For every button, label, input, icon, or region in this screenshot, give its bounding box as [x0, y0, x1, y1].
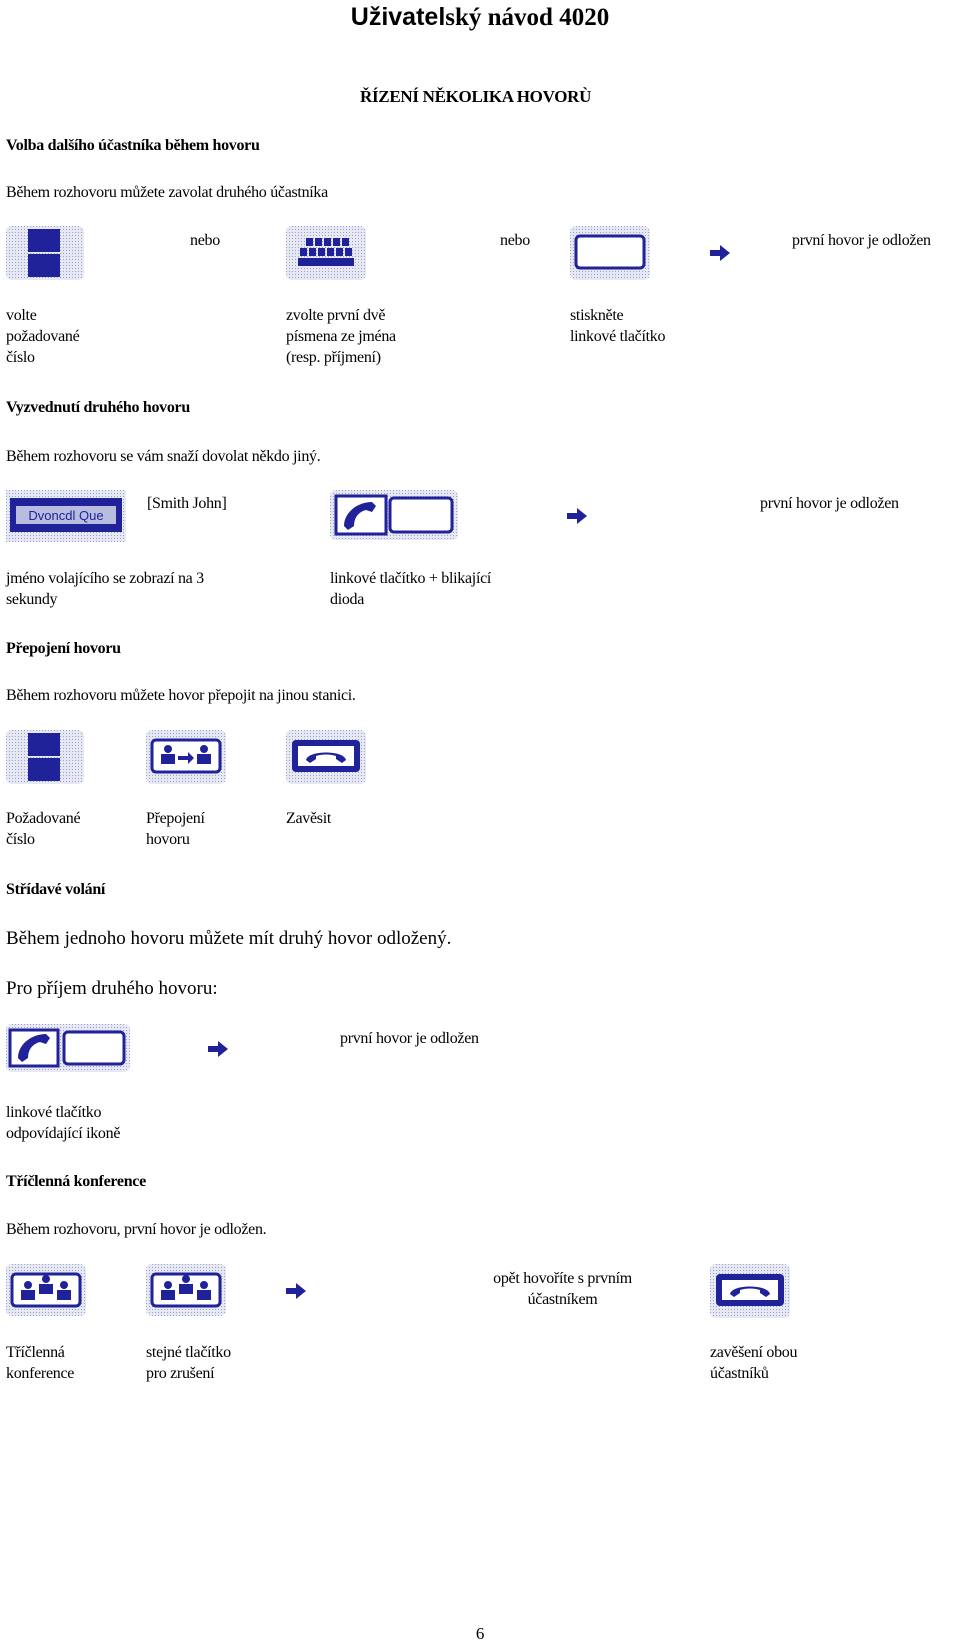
s2-caption-2 [330, 568, 491, 610]
caption-line: požadované [6, 328, 80, 345]
s3-caption-3 [286, 808, 331, 829]
transfer-icon[interactable] [146, 730, 226, 784]
s1-nebo-2: nebo [500, 232, 530, 249]
handset-line-icon[interactable] [330, 490, 458, 540]
hangup-icon[interactable] [286, 730, 366, 784]
arrow-icon [710, 245, 730, 261]
caption-line: stiskněte [570, 307, 624, 324]
caption-line: zavěšení obou [710, 1344, 798, 1361]
result-line: účastníkem [527, 1291, 598, 1308]
arrow-icon [567, 508, 587, 524]
conference-icon[interactable] [146, 1264, 226, 1316]
page-title [0, 2, 960, 33]
caption-line: pro zrušení [146, 1365, 215, 1382]
caption-line: Přepojení [146, 810, 205, 827]
caption-line: odpovídající ikoně [6, 1125, 121, 1142]
display-icon [6, 490, 126, 542]
s5-caption-2 [146, 1342, 231, 1384]
caption-line: Tříčlenná [6, 1344, 65, 1361]
s5-caption-1 [6, 1342, 74, 1384]
caption-line: linkové tlačítko + blikající [330, 570, 492, 587]
caption-line: číslo [6, 349, 35, 366]
caption-line: dioda [330, 591, 365, 608]
caption-line: Zavěsit [286, 810, 331, 827]
caption-line: hovoru [146, 831, 190, 848]
hangup-icon[interactable] [710, 1264, 790, 1318]
caption-line: sekundy [6, 591, 58, 608]
s2-heading: Vyzvednutí druhého hovoru [6, 399, 190, 416]
s1-nebo-1: nebo [190, 232, 220, 249]
page-title-bold: Uživatel [350, 3, 446, 31]
page-number: 6 [475, 1624, 485, 1643]
caption-line: účastníků [710, 1365, 769, 1382]
s4-intro-1: Během jednoho hovoru můžete mít druhý hovor odložený. [6, 928, 452, 949]
s5-intro: Během rozhovoru, první hovor je odložen. [6, 1221, 267, 1238]
result-line: opět hovoříte s prvním [493, 1270, 632, 1287]
s1-heading: Volba dalšího účastníka během hovoru [6, 137, 260, 154]
caption-line: Požadované [6, 810, 81, 827]
s1-caption-1 [6, 305, 79, 368]
arrow-icon [208, 1041, 228, 1057]
section-title: ŘÍZENÍ NĚKOLIKA HOVORÙ [360, 87, 592, 106]
s5-result [470, 1268, 655, 1310]
s2-caller-name: [Smith John] [147, 495, 227, 512]
s4-result: první hovor je odložen [340, 1030, 479, 1047]
s2-result: první hovor je odložen [760, 495, 899, 512]
s5-heading: Tříčlenná konference [6, 1173, 146, 1190]
s3-heading: Přepojení hovoru [6, 640, 121, 657]
s4-caption-1 [6, 1102, 120, 1144]
page-title-rest: ský návod 4020 [445, 4, 610, 31]
s3-caption-2 [146, 808, 205, 850]
arrow-icon [286, 1283, 306, 1299]
caption-line: linkové tlačítko [6, 1104, 102, 1121]
s4-intro-2: Pro příjem druhého hovoru: [6, 978, 218, 999]
s4-heading: Střídavé volání [6, 881, 106, 898]
caption-line: stejné tlačítko [146, 1344, 231, 1361]
s1-result: první hovor je odložen [792, 232, 931, 249]
conference-icon[interactable] [6, 1264, 86, 1316]
s3-caption-1 [6, 808, 80, 850]
s1-caption-3 [570, 305, 665, 347]
alpha-keyboard-icon[interactable] [286, 226, 366, 280]
keypad-icon[interactable] [6, 226, 84, 280]
s1-caption-2 [286, 305, 396, 368]
caption-line: volte [6, 307, 37, 324]
caption-line: číslo [6, 831, 35, 848]
s3-intro: Během rozhovoru můžete hovor přepojit na jinou stanici. [6, 687, 356, 704]
handset-line-icon[interactable] [6, 1024, 130, 1072]
caption-line: jméno volajícího se zobrazí na 3 [6, 570, 204, 587]
caption-line: (resp. příjmení) [286, 349, 381, 366]
line-key-icon[interactable] [570, 226, 650, 280]
caption-line: zvolte první dvě [286, 307, 386, 324]
keypad-icon[interactable] [6, 730, 84, 784]
caption-line: konference [6, 1365, 75, 1382]
s5-caption-3 [710, 1342, 797, 1384]
s2-intro: Během rozhovoru se vám snaží dovolat někdo jiný. [6, 448, 321, 465]
s2-caption-1 [6, 568, 204, 610]
s1-intro: Během rozhovoru můžete zavolat druhého účastníka [6, 184, 328, 201]
display-text: Dvoncdl Que [28, 508, 104, 523]
caption-line: linkové tlačítko [570, 328, 666, 345]
caption-line: písmena ze jména [286, 328, 396, 345]
